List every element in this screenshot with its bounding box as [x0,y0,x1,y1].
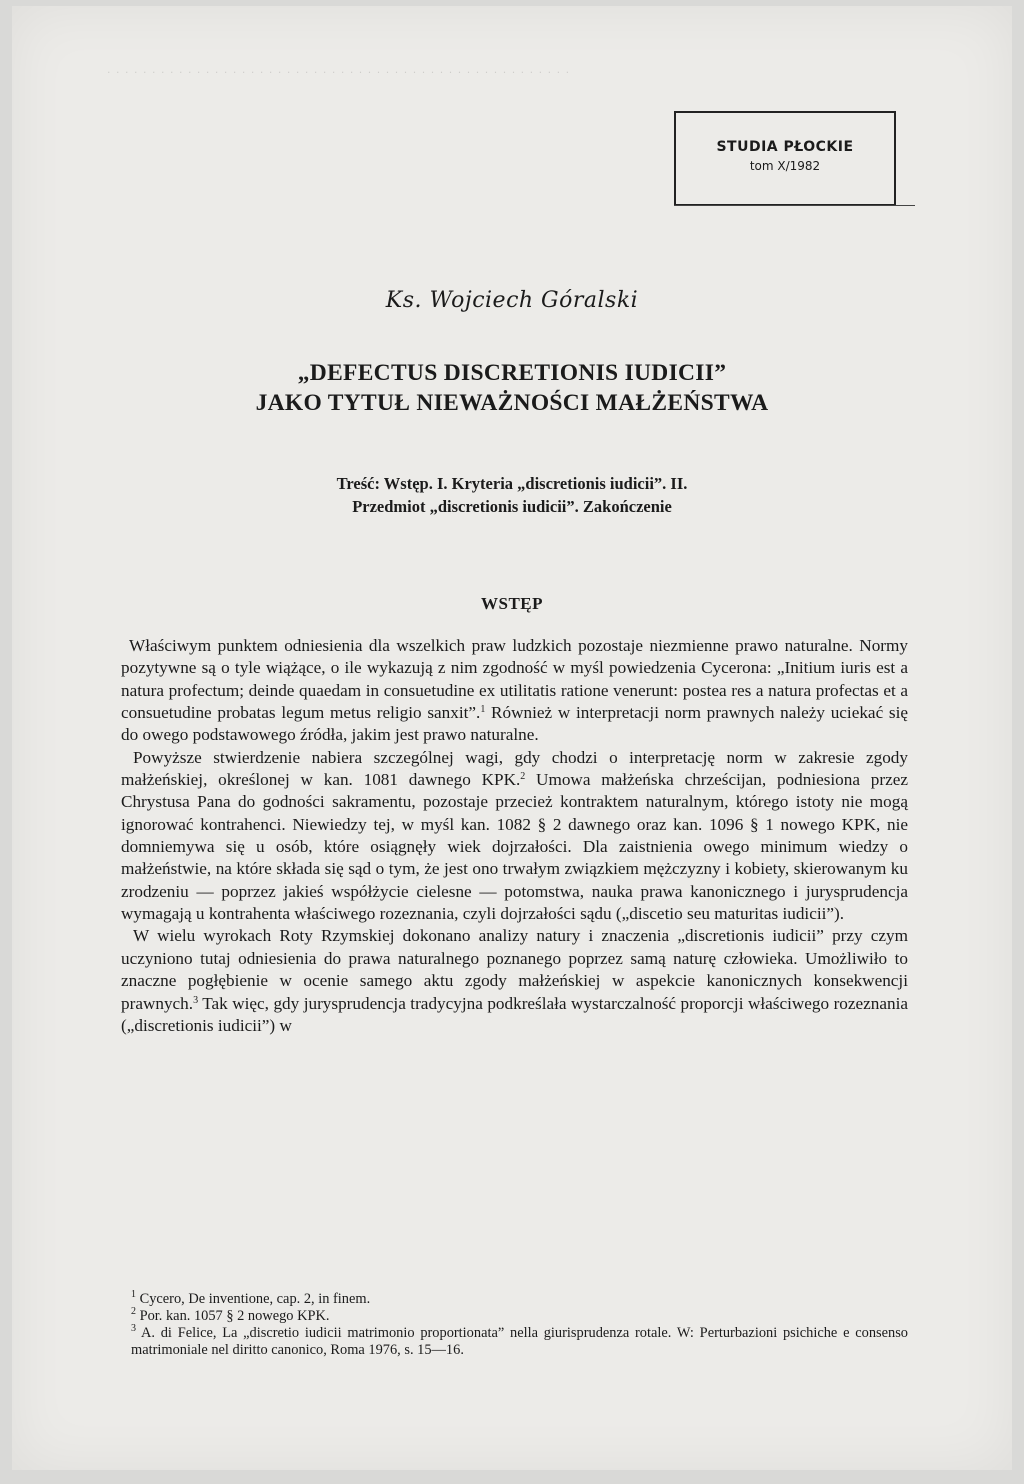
paragraph-text: Również w interpretacji norm prawnych należy uciekać się do owego podstawowego źródła, jakim jest prawo naturalne. [121,703,908,745]
footnotes [129,1291,908,1359]
title-line-1: „DEFECTUS DISCRETIONIS IUDICII” [297,360,727,386]
table-of-contents [12,472,1012,518]
journal-box-rule [674,205,915,206]
footnote-text: Por. kan. 1057 § 2 nowego KPK. [136,1308,330,1324]
footnote-number: 1 [131,1289,136,1300]
section-heading: WSTĘP [480,594,544,613]
paragraph-text: Umowa małżeńska chrześcijan, podniesiona przez Chrystusa Pana do godności sakramentu, pozostaje przecież kontraktem naturalnym, którego istoty nie mogą ignorować kontrahenci. Niewiedzy tej, w myśl kan. 1082 § 2 dawnego oraz kan. 1096 § 1 nowego KPK, nie domniemywa się u osób, które osiągnęły wiek dojrzałości. Dla zaistnienia owego minimum wiedzy o małżeństwie, na które składa się sąd o tym, że jest ono trwałym związkiem mężczyzny i kobiety, skierowanym ku zrodzeniu — poprzez jakieś współżycie cielesne — potomstwa, nauka prawa kanonicznego i jurysprudencja wymagają u kontrahenta właściwego rozeznania, czyli dojrzałości sądu („discetio seu maturitas iudicii”). [121,770,908,924]
article-author: Ks. Wojciech Góralski [385,288,639,313]
footnote [129,1325,908,1359]
paragraph [121,925,908,1037]
footnote-ref: 1 [480,704,486,716]
article-body [121,635,908,1037]
contents-line-2: Przedmiot „discretionis iudicii”. Zakończenie [352,497,672,516]
footnote-text: A. di Felice, La „discretio iudicii matrimonio proportionata” nella giurisprudenza rotale. W: Perturbazioni psichiche e consenso matrimoniale nel diritto canonico, Roma 1976, s. 15—16. [131,1325,908,1358]
paragraph-text: W wielu wyrokach Roty Rzymskiej dokonano analizy natury i znaczenia „discretionis iudicii” przy czym uczyniono tutaj odniesienia do prawa naturalnego poznanego poprzez samą naturę człowieka. Umożliwiło to znaczne pogłębienie w ocenie samego aktu zgody małżeńskiej w aspekcie kanonicznych konsekwencji prawnych. [121,926,908,1013]
journal-volume: tom X/1982 [749,159,821,173]
footnote-number: 2 [131,1306,136,1317]
footnote [129,1291,908,1308]
footnote-ref: 3 [193,994,199,1006]
document-page [12,6,1012,1470]
article-title [12,358,1012,418]
contents-line-1: Treść: Wstęp. I. Kryteria „discretionis iudicii”. II. [336,474,688,493]
paragraph [121,635,908,747]
bleed-through-header: · · · · · · · · · · · · · · · · · · · · · · · · · · · · · · · · · · · · · · · · · · · · · · · · · · · · [107,66,571,79]
journal-name: STUDIA PŁOCKIE [716,139,854,155]
footnote-number: 3 [131,1323,136,1334]
paragraph-text: Powyższe stwierdzenie nabiera szczególnej wagi, gdy chodzi o interpretację norm w zakresie zgody małżeńskiej, określonej w kan. 1081 dawnego KPK. [121,747,908,790]
journal-info-box [674,111,896,206]
footnote-text: Cycero, De inventione, cap. 2, in finem. [136,1291,371,1307]
footnote-ref: 2 [520,771,526,783]
paragraph [121,747,908,926]
paragraph-text: Właściwym punktem odniesienia dla wszelkich praw ludzkich pozostaje niezmienne prawo naturalne. Normy pozytywne są o tyle wiążące, o ile wykazują z nim zgodność w myśl powiedzenia Cycerona: „Initium iuris est a natura profectum; deinde quaedam in consuetudine ex utilitatis ratione venerunt: postea res a natura profectas et a consuetudine probatas legum metus religio sanxit”. [121,636,908,723]
title-line-2: JAKO TYTUŁ NIEWAŻNOŚCI MAŁŻEŃSTWA [255,390,769,416]
footnote [129,1308,908,1325]
paragraph-text: Tak więc, gdy jurysprudencja tradycyjna podkreślała wystarczalność proporcji właściwego rozeznania („discretionis iudicii”) w [121,993,908,1035]
